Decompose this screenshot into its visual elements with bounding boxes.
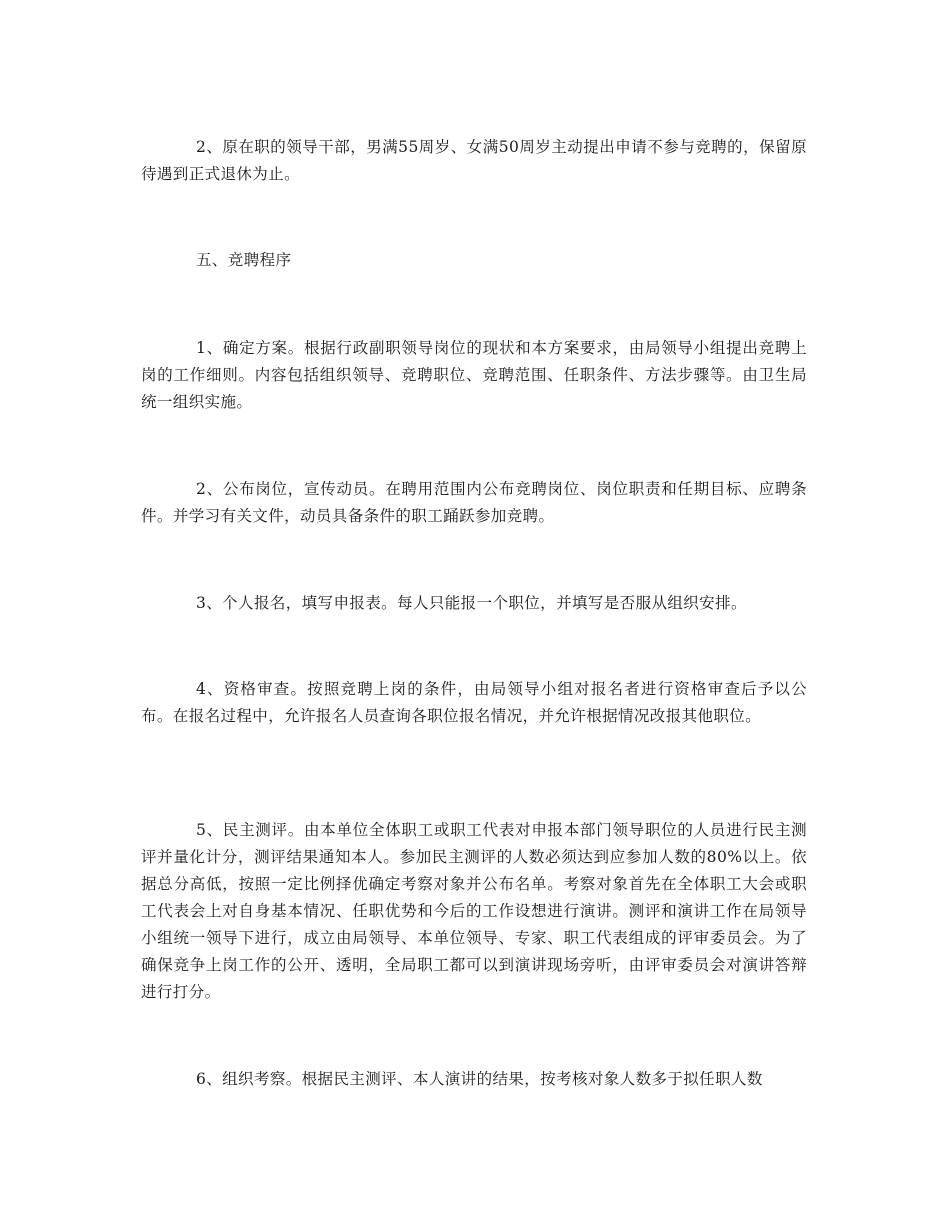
paragraph-step-6: 6、组织考察。根据民主测评、本人演讲的结果，按考核对象人数多于拟任职人数 — [196, 1070, 763, 1088]
paragraph-step-4: 4、资格审查。按照竞聘上岗的条件，由局领导小组对报名者进行资格审查后予以公布。在报名过程中，允许报名人员查询各职位报名情况，并允许根据情况改报其他职位。 — [141, 680, 807, 725]
section-heading-procedure: 五、竞聘程序 — [196, 251, 292, 269]
paragraph-step-5: 5、民主测评。由本单位全体职工或职工代表对申报本部门领导职位的人员进行民主测评并量化计分，测评结果通知本人。参加民主测评的人数必须达到应参加人数的80%以上。依据总分高低，按照一定比例择优确定考察对象并公布名单。考察对象首先在全体职工大会或职工代表会上对自身基本情况、任职优势和今后的工作设想进行演讲。测评和演讲工作在局领导小组统一领导下进行，成立由局领导、本单位领导、专家、职工代表组成的评审委员会。为了确保竞争上岗工作的公开、透明，全局职工都可以到演讲现场旁听，由评审委员会对演讲答辩进行打分。 — [141, 821, 807, 1001]
paragraph-step-1: 1、确定方案。根据行政副职领导岗位的现状和本方案要求，由局领导小组提出竞聘上岗的工作细则。内容包括组织领导、竞聘职位、竞聘范围、任职条件、方法步骤等。由卫生局统一组织实施。 — [141, 339, 807, 411]
paragraph-step-2: 2、公布岗位，宣传动员。在聘用范围内公布竞聘岗位、岗位职责和任期目标、应聘条件。并学习有关文件，动员具备条件的职工踊跃参加竞聘。 — [141, 480, 807, 525]
paragraph-step-3: 3、个人报名，填写申报表。每人只能报一个职位，并填写是否服从组织安排。 — [196, 594, 747, 612]
paragraph-retirement-clause: 2、原在职的领导干部，男满55周岁、女满50周岁主动提出申请不参与竞聘的，保留原待遇到正式退休为止。 — [141, 138, 807, 183]
